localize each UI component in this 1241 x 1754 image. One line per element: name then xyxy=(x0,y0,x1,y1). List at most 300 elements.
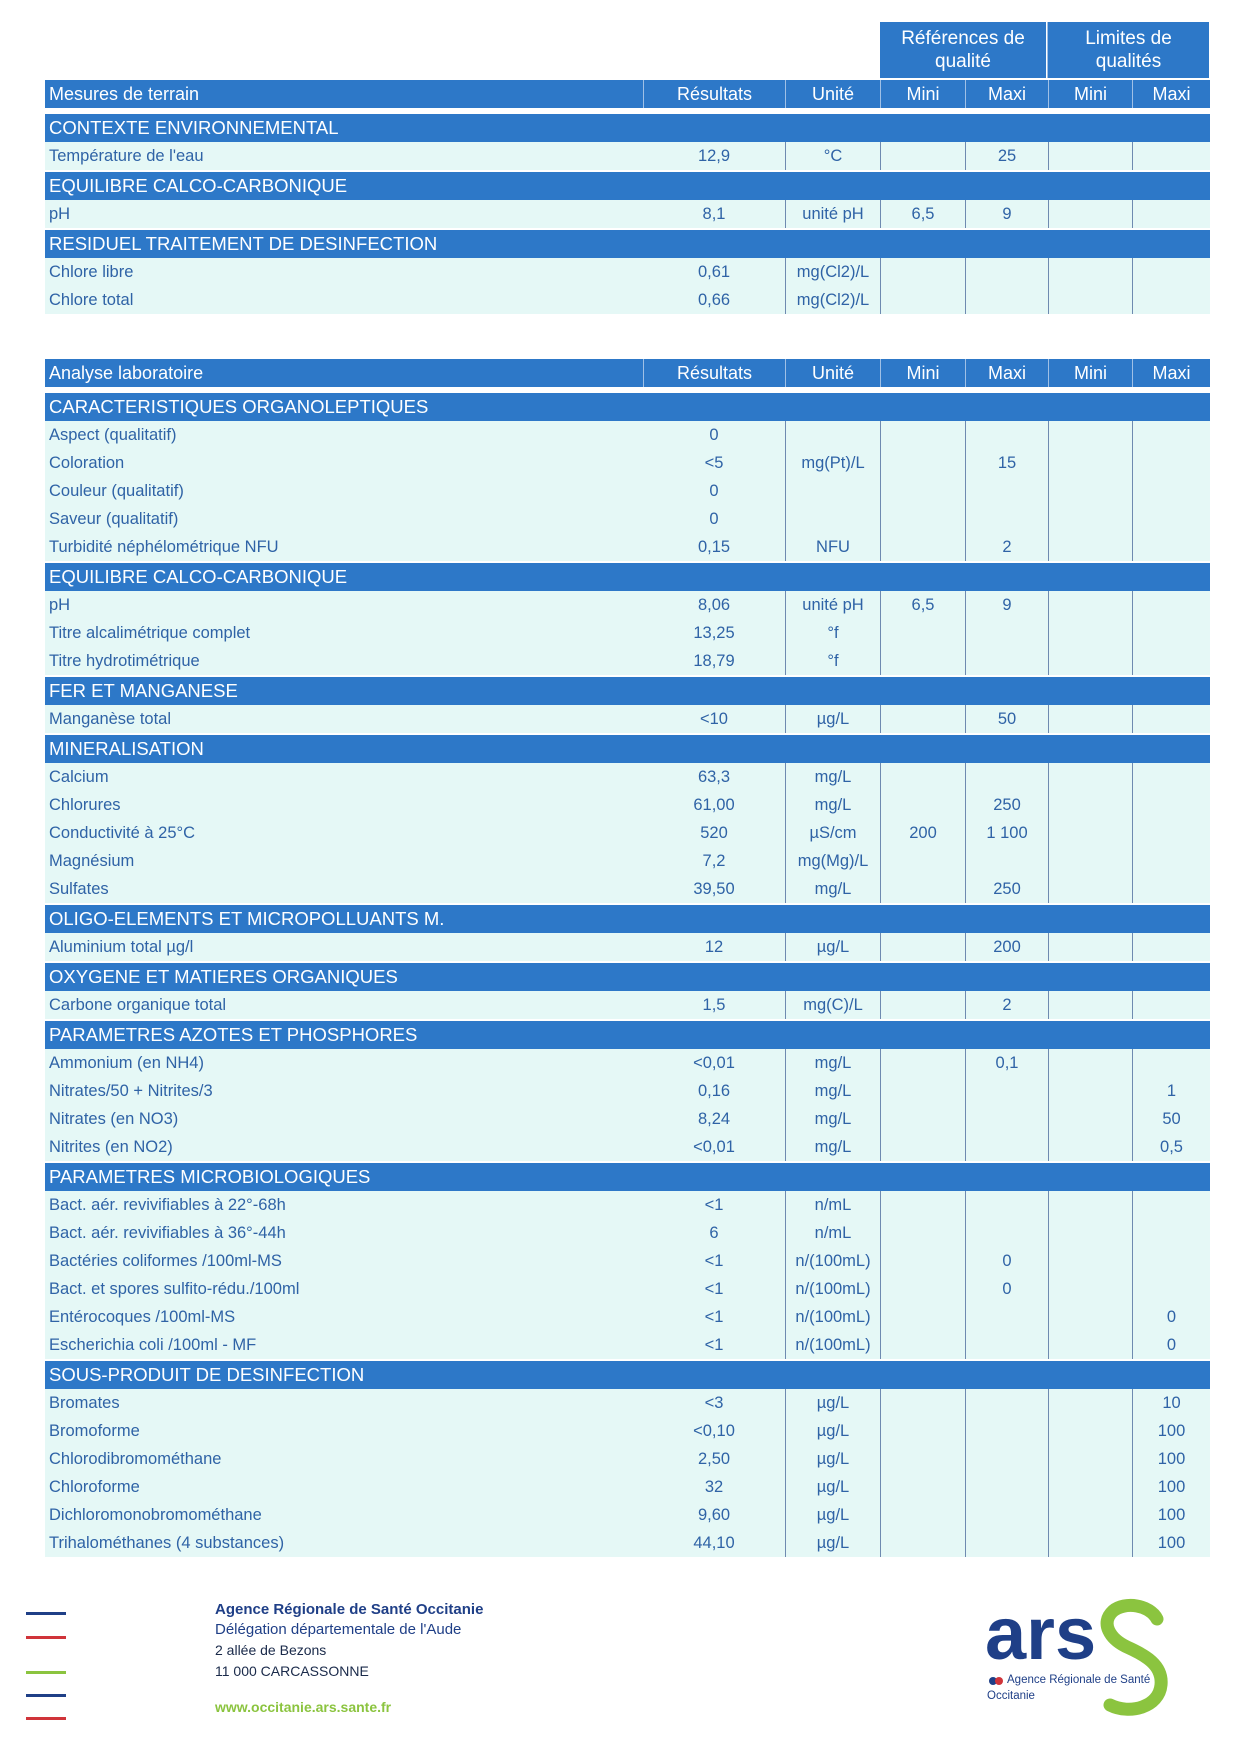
labo-table-cell xyxy=(1048,1529,1132,1557)
labo-table-cell: µS/cm xyxy=(785,819,880,847)
labo-table-cell: 0,15 xyxy=(643,533,785,561)
labo-table-cell xyxy=(1132,1049,1210,1077)
labo-header-cell: Résultats xyxy=(643,359,785,387)
labo-table-row xyxy=(45,1275,1210,1303)
labo-section-title: FER ET MANGANESE xyxy=(45,677,1210,705)
labo-table-cell xyxy=(1132,933,1210,961)
labo-header-cell: Mini xyxy=(880,359,965,387)
terrain-table xyxy=(45,80,1210,314)
labo-table-cell xyxy=(880,1275,965,1303)
labo-table-cell: n/(100mL) xyxy=(785,1331,880,1359)
labo-table-cell xyxy=(1048,1501,1132,1529)
labo-table-cell xyxy=(1048,647,1132,675)
labo-header-cell: Mini xyxy=(1048,359,1132,387)
labo-table-cell xyxy=(785,505,880,533)
labo-table-cell: °f xyxy=(785,647,880,675)
labo-table-cell: <5 xyxy=(643,449,785,477)
labo-table-cell xyxy=(1048,1473,1132,1501)
labo-table-cell: Chlorodibromométhane xyxy=(45,1445,643,1473)
labo-table-cell xyxy=(1048,591,1132,619)
references-label: Références de qualité xyxy=(901,28,1025,72)
labo-table-cell: 6,5 xyxy=(880,591,965,619)
labo-table-row xyxy=(45,1219,1210,1247)
labo-table-cell xyxy=(1132,791,1210,819)
labo-table-cell: 6 xyxy=(643,1219,785,1247)
labo-table-cell: Chlorures xyxy=(45,791,643,819)
labo-header-cell: Maxi xyxy=(1132,359,1210,387)
labo-table-cell: 0 xyxy=(643,505,785,533)
labo-table-row xyxy=(45,705,1210,733)
labo-table-cell: 250 xyxy=(965,791,1048,819)
labo-table-cell xyxy=(1048,1219,1132,1247)
labo-table-cell xyxy=(785,421,880,449)
labo-table-cell: <1 xyxy=(643,1247,785,1275)
labo-table-cell xyxy=(1048,819,1132,847)
labo-table xyxy=(45,359,1210,1557)
labo-table-cell xyxy=(1132,991,1210,1019)
labo-table-cell xyxy=(1132,705,1210,733)
terrain-table-cell xyxy=(880,142,965,170)
labo-table-cell xyxy=(1048,619,1132,647)
labo-table-cell: 0 xyxy=(965,1247,1048,1275)
labo-table-cell xyxy=(1132,1247,1210,1275)
footer-line-red-1 xyxy=(26,1636,66,1639)
labo-table-cell: NFU xyxy=(785,533,880,561)
labo-table-cell: 1 100 xyxy=(965,819,1048,847)
terrain-section-title: RESIDUEL TRAITEMENT DE DESINFECTION xyxy=(45,230,1210,258)
labo-table-cell: Entérocoques /100ml-MS xyxy=(45,1303,643,1331)
labo-table-cell: <10 xyxy=(643,705,785,733)
labo-table-cell: 15 xyxy=(965,449,1048,477)
labo-table-cell xyxy=(880,619,965,647)
labo-table-cell: 10 xyxy=(1132,1389,1210,1417)
labo-table-cell xyxy=(880,477,965,505)
labo-table-cell: Calcium xyxy=(45,763,643,791)
labo-table-cell xyxy=(1132,1219,1210,1247)
labo-table-cell: 39,50 xyxy=(643,875,785,903)
labo-table-cell: µg/L xyxy=(785,1389,880,1417)
terrain-table-cell: 8,1 xyxy=(643,200,785,228)
labo-table-cell xyxy=(880,991,965,1019)
labo-table-cell xyxy=(965,1303,1048,1331)
labo-table-cell: Coloration xyxy=(45,449,643,477)
labo-section-title: OLIGO-ELEMENTS ET MICROPOLLUANTS M. xyxy=(45,905,1210,933)
labo-table-cell xyxy=(965,763,1048,791)
labo-table-cell: Bact. aér. revivifiables à 22°-68h xyxy=(45,1191,643,1219)
labo-table-cell: <1 xyxy=(643,1191,785,1219)
terrain-table-row xyxy=(45,286,1210,314)
labo-table-row xyxy=(45,591,1210,619)
references-header xyxy=(880,22,1046,78)
labo-table-cell: 1,5 xyxy=(643,991,785,1019)
labo-table-cell xyxy=(1048,1077,1132,1105)
labo-table-row xyxy=(45,819,1210,847)
terrain-table-cell xyxy=(880,286,965,314)
labo-table-cell: 9 xyxy=(965,591,1048,619)
labo-table-cell: <0,01 xyxy=(643,1049,785,1077)
labo-table-cell xyxy=(1132,647,1210,675)
labo-table-cell: Chloroforme xyxy=(45,1473,643,1501)
labo-table-cell: unité pH xyxy=(785,591,880,619)
labo-table-cell: <0,01 xyxy=(643,1133,785,1161)
labo-table-cell xyxy=(880,933,965,961)
terrain-table-cell: 12,9 xyxy=(643,142,785,170)
labo-table-cell xyxy=(1048,1105,1132,1133)
labo-table-cell: 100 xyxy=(1132,1417,1210,1445)
labo-section-title: CARACTERISTIQUES ORGANOLEPTIQUES xyxy=(45,393,1210,421)
labo-table-cell: µg/L xyxy=(785,933,880,961)
labo-table-cell: 0,5 xyxy=(1132,1133,1210,1161)
footer-website[interactable]: www.occitanie.ars.sante.fr xyxy=(215,1699,392,1715)
terrain-table-cell: 6,5 xyxy=(880,200,965,228)
labo-table-cell: 100 xyxy=(1132,1501,1210,1529)
labo-table-row xyxy=(45,421,1210,449)
labo-table-cell: 100 xyxy=(1132,1473,1210,1501)
footer-delegation: Délégation départementale de l'Aude xyxy=(215,1621,462,1638)
labo-table-row xyxy=(45,505,1210,533)
labo-table-cell xyxy=(880,1389,965,1417)
labo-table-cell xyxy=(1048,1445,1132,1473)
labo-table-cell xyxy=(1048,1389,1132,1417)
labo-table-cell xyxy=(1048,1133,1132,1161)
labo-table-cell: 61,00 xyxy=(643,791,785,819)
ars-logo xyxy=(985,1597,1185,1737)
labo-table-cell xyxy=(880,647,965,675)
labo-table-cell: 0,16 xyxy=(643,1077,785,1105)
labo-table-row xyxy=(45,1191,1210,1219)
labo-table-row xyxy=(45,791,1210,819)
labo-table-cell xyxy=(1048,477,1132,505)
labo-table-cell xyxy=(1132,819,1210,847)
labo-table-cell xyxy=(1048,1191,1132,1219)
labo-table-cell xyxy=(1132,421,1210,449)
labo-table-cell xyxy=(965,421,1048,449)
labo-table-cell: 520 xyxy=(643,819,785,847)
labo-table-cell: mg/L xyxy=(785,1133,880,1161)
labo-table-cell: µg/L xyxy=(785,1473,880,1501)
labo-table-cell xyxy=(880,1445,965,1473)
labo-table-cell: Conductivité à 25°C xyxy=(45,819,643,847)
labo-table-cell xyxy=(880,533,965,561)
footer-agency: Agence Régionale de Santé Occitanie xyxy=(215,1601,484,1618)
ars-logo-text: ars xyxy=(985,1597,1097,1675)
terrain-header-cell: Maxi xyxy=(1132,80,1210,108)
labo-table-cell: mg/L xyxy=(785,763,880,791)
labo-table-cell xyxy=(965,1389,1048,1417)
labo-table-cell xyxy=(1048,933,1132,961)
labo-table-cell xyxy=(880,1303,965,1331)
labo-table-cell: mg/L xyxy=(785,1077,880,1105)
labo-table-cell xyxy=(880,1077,965,1105)
labo-table-cell: 200 xyxy=(880,819,965,847)
labo-table-cell: Bactéries coliformes /100ml-MS xyxy=(45,1247,643,1275)
labo-table-cell xyxy=(880,1417,965,1445)
terrain-section-title: CONTEXTE ENVIRONNEMENTAL xyxy=(45,114,1210,142)
terrain-table-cell: Température de l'eau xyxy=(45,142,643,170)
limites-label: Limites de qualités xyxy=(1085,28,1172,72)
labo-table-row xyxy=(45,1389,1210,1417)
terrain-table-cell: 9 xyxy=(965,200,1048,228)
terrain-table-cell xyxy=(1132,286,1210,314)
labo-table-row xyxy=(45,847,1210,875)
footer-line-red-2 xyxy=(26,1717,66,1720)
terrain-table-cell xyxy=(965,258,1048,286)
labo-table-cell: Couleur (qualitatif) xyxy=(45,477,643,505)
labo-table-cell xyxy=(1132,533,1210,561)
labo-table-cell xyxy=(1132,1191,1210,1219)
terrain-header-row xyxy=(45,80,1210,108)
labo-table-cell xyxy=(965,1133,1048,1161)
labo-table-cell xyxy=(1048,449,1132,477)
labo-table-cell: 13,25 xyxy=(643,619,785,647)
labo-table-cell: n/(100mL) xyxy=(785,1275,880,1303)
labo-table-cell: µg/L xyxy=(785,1529,880,1557)
labo-table-cell: °f xyxy=(785,619,880,647)
labo-table-row xyxy=(45,449,1210,477)
labo-table-cell xyxy=(1048,1275,1132,1303)
labo-table-cell: 18,79 xyxy=(643,647,785,675)
labo-table-cell: mg/L xyxy=(785,791,880,819)
labo-section-title: OXYGENE ET MATIERES ORGANIQUES xyxy=(45,963,1210,991)
labo-table-cell: 200 xyxy=(965,933,1048,961)
labo-table-cell: Bromates xyxy=(45,1389,643,1417)
labo-table-cell: pH xyxy=(45,591,643,619)
labo-table-row xyxy=(45,875,1210,903)
labo-table-cell xyxy=(880,1247,965,1275)
labo-table-cell xyxy=(880,1219,965,1247)
terrain-table-cell: °C xyxy=(785,142,880,170)
labo-table-cell: 250 xyxy=(965,875,1048,903)
terrain-header-cell: Mesures de terrain xyxy=(45,80,643,108)
terrain-table-cell: unité pH xyxy=(785,200,880,228)
labo-table-cell xyxy=(880,505,965,533)
labo-table-cell xyxy=(965,647,1048,675)
labo-table-cell: 12 xyxy=(643,933,785,961)
terrain-section-title: EQUILIBRE CALCO-CARBONIQUE xyxy=(45,172,1210,200)
footer-address1: 2 allée de Bezons xyxy=(215,1642,327,1658)
ars-logo-sub2: Occitanie xyxy=(987,1690,1035,1702)
labo-table-row xyxy=(45,647,1210,675)
labo-table-cell xyxy=(880,1191,965,1219)
labo-table-cell: 32 xyxy=(643,1473,785,1501)
terrain-header-cell: Maxi xyxy=(965,80,1048,108)
labo-table-cell xyxy=(965,1501,1048,1529)
labo-table-cell xyxy=(1048,763,1132,791)
labo-table-row xyxy=(45,933,1210,961)
labo-table-cell xyxy=(965,1077,1048,1105)
labo-table-cell: n/mL xyxy=(785,1191,880,1219)
labo-table-cell: Magnésium xyxy=(45,847,643,875)
labo-table-cell xyxy=(1048,421,1132,449)
labo-table-cell: Aluminium total µg/l xyxy=(45,933,643,961)
labo-table-cell xyxy=(1048,1049,1132,1077)
terrain-table-cell: 0,66 xyxy=(643,286,785,314)
labo-table-row xyxy=(45,1331,1210,1359)
terrain-table-cell: 25 xyxy=(965,142,1048,170)
labo-table-cell xyxy=(1132,875,1210,903)
terrain-table-cell xyxy=(1132,258,1210,286)
labo-table-cell: Dichloromonobromométhane xyxy=(45,1501,643,1529)
labo-table-cell: mg/L xyxy=(785,1105,880,1133)
labo-table-row xyxy=(45,1529,1210,1557)
labo-table-cell: mg(C)/L xyxy=(785,991,880,1019)
labo-table-cell xyxy=(965,1331,1048,1359)
labo-table-cell: 2,50 xyxy=(643,1445,785,1473)
labo-table-cell xyxy=(1132,619,1210,647)
terrain-table-cell xyxy=(1048,286,1132,314)
labo-table-cell: 0 xyxy=(965,1275,1048,1303)
labo-table-cell: Manganèse total xyxy=(45,705,643,733)
labo-table-cell: <1 xyxy=(643,1303,785,1331)
labo-header-cell: Maxi xyxy=(965,359,1048,387)
labo-header-cell: Unité xyxy=(785,359,880,387)
labo-table-row xyxy=(45,1445,1210,1473)
labo-table-cell: <1 xyxy=(643,1275,785,1303)
labo-table-cell: Titre hydrotimétrique xyxy=(45,647,643,675)
labo-table-cell: 0,1 xyxy=(965,1049,1048,1077)
labo-table-cell: 50 xyxy=(1132,1105,1210,1133)
labo-table-cell xyxy=(1048,1303,1132,1331)
labo-table-row xyxy=(45,1133,1210,1161)
labo-table-row xyxy=(45,619,1210,647)
ars-logo-sub1: Agence Régionale de Santé xyxy=(1007,1674,1151,1686)
labo-table-cell: Nitrites (en NO2) xyxy=(45,1133,643,1161)
terrain-header-cell: Résultats xyxy=(643,80,785,108)
labo-table-cell xyxy=(880,1105,965,1133)
labo-table-cell: <0,10 xyxy=(643,1417,785,1445)
labo-table-row xyxy=(45,1105,1210,1133)
labo-table-cell: n/(100mL) xyxy=(785,1303,880,1331)
labo-table-cell: mg/L xyxy=(785,875,880,903)
labo-table-cell xyxy=(880,1133,965,1161)
labo-table-cell xyxy=(1048,875,1132,903)
labo-table-cell xyxy=(1048,991,1132,1019)
labo-table-cell xyxy=(1048,533,1132,561)
labo-table-cell xyxy=(1048,1417,1132,1445)
labo-table-cell xyxy=(880,791,965,819)
labo-table-cell xyxy=(1132,847,1210,875)
labo-table-cell xyxy=(965,619,1048,647)
terrain-header-cell: Mini xyxy=(1048,80,1132,108)
labo-section-title: PARAMETRES MICROBIOLOGIQUES xyxy=(45,1163,1210,1191)
labo-table-cell xyxy=(965,477,1048,505)
labo-table-cell xyxy=(1048,705,1132,733)
labo-table-cell xyxy=(965,1105,1048,1133)
labo-table-row xyxy=(45,477,1210,505)
labo-table-cell xyxy=(1048,1331,1132,1359)
labo-table-cell: mg(Mg)/L xyxy=(785,847,880,875)
labo-table-cell xyxy=(880,705,965,733)
labo-table-cell: Bact. aér. revivifiables à 36°-44h xyxy=(45,1219,643,1247)
labo-table-cell: 9,60 xyxy=(643,1501,785,1529)
labo-table-cell xyxy=(880,847,965,875)
labo-table-cell xyxy=(1132,449,1210,477)
labo-table-cell xyxy=(965,505,1048,533)
labo-table-cell: Bromoforme xyxy=(45,1417,643,1445)
footer-address2: 11 000 CARCASSONNE xyxy=(215,1663,369,1679)
labo-table-cell: Turbidité néphélométrique NFU xyxy=(45,533,643,561)
labo-table-cell: 100 xyxy=(1132,1445,1210,1473)
labo-table-cell: 0 xyxy=(643,421,785,449)
labo-table-cell xyxy=(965,847,1048,875)
terrain-table-row xyxy=(45,200,1210,228)
labo-table-cell: Carbone organique total xyxy=(45,991,643,1019)
limites-header xyxy=(1047,22,1209,78)
labo-table-cell xyxy=(1048,791,1132,819)
terrain-table-cell xyxy=(1048,200,1132,228)
labo-table-cell: 2 xyxy=(965,533,1048,561)
labo-table-row xyxy=(45,1501,1210,1529)
labo-table-cell: Escherichia coli /100ml - MF xyxy=(45,1331,643,1359)
labo-table-cell xyxy=(880,421,965,449)
labo-table-cell xyxy=(1132,505,1210,533)
terrain-table-cell xyxy=(1048,142,1132,170)
labo-table-cell xyxy=(965,1417,1048,1445)
labo-section-title: SOUS-PRODUIT DE DESINFECTION xyxy=(45,1361,1210,1389)
labo-table-cell xyxy=(880,763,965,791)
labo-table-cell: 1 xyxy=(1132,1077,1210,1105)
terrain-header-cell: Unité xyxy=(785,80,880,108)
labo-table-cell: 100 xyxy=(1132,1529,1210,1557)
labo-table-cell: Aspect (qualitatif) xyxy=(45,421,643,449)
labo-table-cell xyxy=(880,449,965,477)
labo-table-cell: µg/L xyxy=(785,1445,880,1473)
labo-table-cell: Bact. et spores sulfito-rédu./100ml xyxy=(45,1275,643,1303)
labo-table-cell: 8,06 xyxy=(643,591,785,619)
labo-table-cell: mg/L xyxy=(785,1049,880,1077)
terrain-table-cell xyxy=(1132,142,1210,170)
labo-table-cell xyxy=(880,1529,965,1557)
labo-table-cell: Trihalométhanes (4 substances) xyxy=(45,1529,643,1557)
terrain-table-cell: Chlore total xyxy=(45,286,643,314)
labo-table-cell xyxy=(1132,1275,1210,1303)
labo-section-title: EQUILIBRE CALCO-CARBONIQUE xyxy=(45,563,1210,591)
labo-table-cell: Titre alcalimétrique complet xyxy=(45,619,643,647)
terrain-table-cell xyxy=(1132,200,1210,228)
ars-logo-graphic xyxy=(985,1597,1185,1737)
labo-table-cell xyxy=(1048,847,1132,875)
labo-table-cell: 8,24 xyxy=(643,1105,785,1133)
labo-table-cell xyxy=(1048,505,1132,533)
footer-line-green xyxy=(26,1671,66,1674)
labo-table-cell: 63,3 xyxy=(643,763,785,791)
labo-table-cell xyxy=(965,1529,1048,1557)
terrain-table-cell xyxy=(880,258,965,286)
labo-table-row xyxy=(45,1417,1210,1445)
labo-table-cell: <1 xyxy=(643,1331,785,1359)
labo-table-cell xyxy=(785,477,880,505)
labo-table-cell xyxy=(965,1219,1048,1247)
labo-table-cell: Ammonium (en NH4) xyxy=(45,1049,643,1077)
labo-table-row xyxy=(45,1077,1210,1105)
labo-table-cell: 2 xyxy=(965,991,1048,1019)
footer-line-blue-1 xyxy=(26,1612,66,1615)
labo-table-cell xyxy=(880,1473,965,1501)
labo-table-cell: µg/L xyxy=(785,1417,880,1445)
labo-table-cell: µg/L xyxy=(785,705,880,733)
labo-table-cell xyxy=(1132,763,1210,791)
labo-section-title: PARAMETRES AZOTES ET PHOSPHORES xyxy=(45,1021,1210,1049)
labo-table-cell: µg/L xyxy=(785,1501,880,1529)
labo-table-row xyxy=(45,533,1210,561)
terrain-table-cell xyxy=(965,286,1048,314)
labo-header-cell: Analyse laboratoire xyxy=(45,359,643,387)
labo-table-row xyxy=(45,1473,1210,1501)
labo-table-cell: <3 xyxy=(643,1389,785,1417)
footer-line-blue-2 xyxy=(26,1694,66,1697)
labo-table-cell: 50 xyxy=(965,705,1048,733)
terrain-table-cell xyxy=(1048,258,1132,286)
